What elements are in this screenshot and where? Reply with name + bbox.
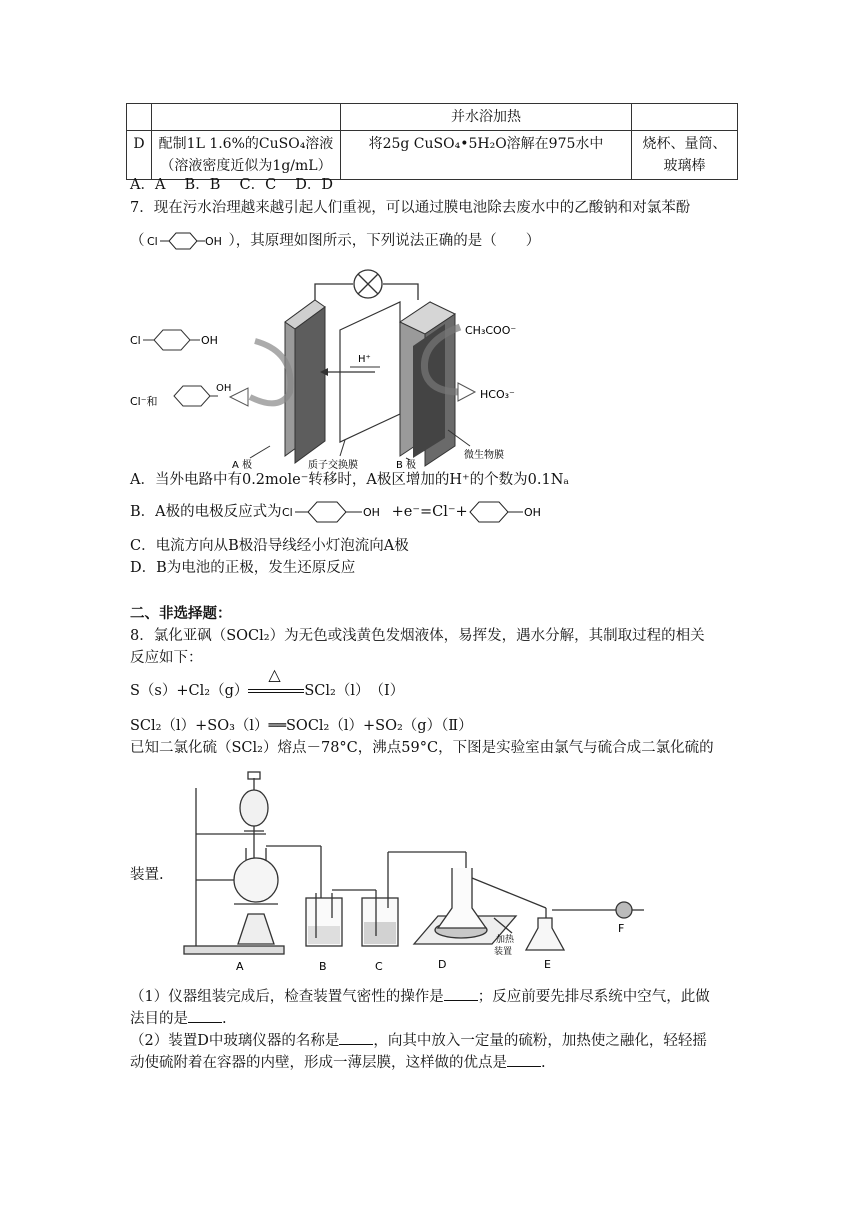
membrane-battery-diagram [130, 262, 570, 472]
microbe-label: 微生物膜 [464, 450, 504, 461]
svg-text:OH: OH [523, 506, 541, 519]
q8-stem-line2: 反应如下： [130, 650, 203, 666]
table-cell: D [127, 131, 152, 180]
svg-text:Cl: Cl [146, 235, 158, 248]
answer-blank[interactable] [507, 1052, 541, 1067]
eq-left: S（s）+Cl₂（g） [130, 683, 249, 699]
q8-part1-line1 [130, 986, 710, 1008]
q7-option-b [130, 500, 548, 524]
equation-2: SCl₂（l）+SO₃（l）══SOCl₂（l）+SO₂（g）（Ⅱ） [130, 718, 473, 734]
chloride-label: Cl⁻和 [130, 395, 158, 408]
chlorophenol-structure-icon [282, 500, 392, 524]
section-heading: 二、非选择题： [130, 605, 232, 622]
q7-option-d: D．B为电池的正极，发生还原反应 [130, 560, 356, 576]
chlorophenol-structure-icon [145, 230, 229, 252]
q8-stem-line1: 8．氯化亚砜（SOCl₂）为无色或浅黄色发烟液体，易挥发，遇水分解，其制取过程的相关 [130, 628, 705, 644]
label-a: A [236, 960, 244, 973]
table-row [127, 104, 738, 131]
proton-label: H⁺ [358, 354, 371, 365]
stem-text: ），其原理如图所示，下列说法正确的是（ ） [228, 233, 541, 249]
heat-label-2: 装置 [494, 947, 513, 957]
q8-part1-line2: 法目的是 . [130, 1008, 227, 1030]
q6-options: A．A B．B C．C D．D [130, 177, 334, 193]
membrane-label: 质子交换膜 [308, 460, 358, 471]
answer-blank[interactable] [339, 1030, 373, 1045]
table-cell [632, 104, 738, 131]
answer-blank[interactable] [188, 1008, 222, 1023]
q7-stem-line1: 7．现在污水治理越来越引起人们重视，可以通过膜电池除去废水中的乙酸钠和对氯苯酚 [130, 200, 691, 216]
svg-text:OH: OH [204, 235, 222, 248]
equation-1 [130, 665, 405, 702]
part-text: ；反应前要先排尽系统中空气，此做 [477, 989, 710, 1005]
heat-label-1: 加热 [496, 935, 515, 945]
part-text: （1）仪器组装完成后，检查装置气密性的操作是 [130, 989, 444, 1005]
label-c: C [375, 960, 383, 973]
part-text: ，向其中放入一定量的硫粉，加热使之融化，轻轻摇 [373, 1033, 707, 1049]
part-text: 动使硫附着在容器的内壁，形成一薄层膜，这样做的优点是 [130, 1055, 507, 1071]
svg-text:Cl: Cl [281, 506, 293, 519]
device-caption: 装置. [130, 867, 164, 883]
apparatus-diagram [176, 768, 656, 974]
q8-part2-line2: 动使硫附着在容器的内壁，形成一薄层膜，这样做的优点是 . [130, 1052, 546, 1074]
reaction-arrow [248, 665, 304, 702]
cell-line: 烧杯、量筒、 [642, 136, 727, 152]
heat-symbol: △ [268, 665, 281, 684]
paren: （ [130, 233, 145, 249]
label-b: B [319, 960, 327, 973]
part-text: （2）装置D中玻璃仪器的名称是 [130, 1033, 340, 1049]
cell-line: 玻璃棒 [663, 158, 706, 174]
phenol-oh-label: OH [216, 383, 232, 394]
bicarbonate-label: HCO₃⁻ [480, 388, 515, 401]
part-text: 法目的是 [130, 1011, 188, 1027]
table-cell [152, 131, 341, 180]
b-pole-label: B 极 [396, 460, 417, 471]
oh-label: OH [201, 334, 218, 347]
table-cell [127, 104, 152, 131]
q7-option-a: A．当外电路中有0.2mole⁻转移时，A极区增加的H⁺的个数为0.1Nₐ [130, 472, 569, 488]
cell-line: 配制1L 1.6%的CuSO₄溶液 [158, 136, 334, 152]
experiment-table [126, 103, 738, 180]
table-cell [632, 131, 738, 180]
label-d: D [438, 958, 447, 971]
table-cell: 将25g CuSO₄•5H₂O溶解在975水中 [341, 131, 632, 180]
svg-text:OH: OH [362, 506, 380, 519]
a-pole-label: A 极 [232, 460, 253, 471]
cell-line: （溶液密度近似为1g/mL） [160, 158, 332, 174]
label-e: E [544, 958, 551, 971]
q7-option-c: C．电流方向从B极沿导线经小灯泡流向A极 [130, 538, 409, 554]
q8-part2-line1 [130, 1030, 707, 1052]
answer-blank[interactable] [444, 986, 478, 1001]
cl-label: Cl [130, 334, 141, 347]
option-text: +e⁻=Cl⁻+ [391, 504, 468, 520]
table-row [127, 131, 738, 180]
table-cell: 并水浴加热 [341, 104, 632, 131]
table-cell [152, 104, 341, 131]
option-text: B．A极的电极反应式为 [130, 504, 282, 520]
q7-stem-line2 [130, 230, 540, 252]
eq-right: SCl₂（l） （Ⅰ） [304, 683, 405, 699]
phenol-structure-icon [468, 500, 548, 524]
acetate-label: CH₃COO⁻ [465, 324, 517, 337]
q8-known: 已知二氯化硫（SCl₂）熔点－78°C，沸点59°C，下图是实验室由氯气与硫合成二氯化硫的 [130, 740, 714, 756]
label-f: F [618, 922, 625, 935]
